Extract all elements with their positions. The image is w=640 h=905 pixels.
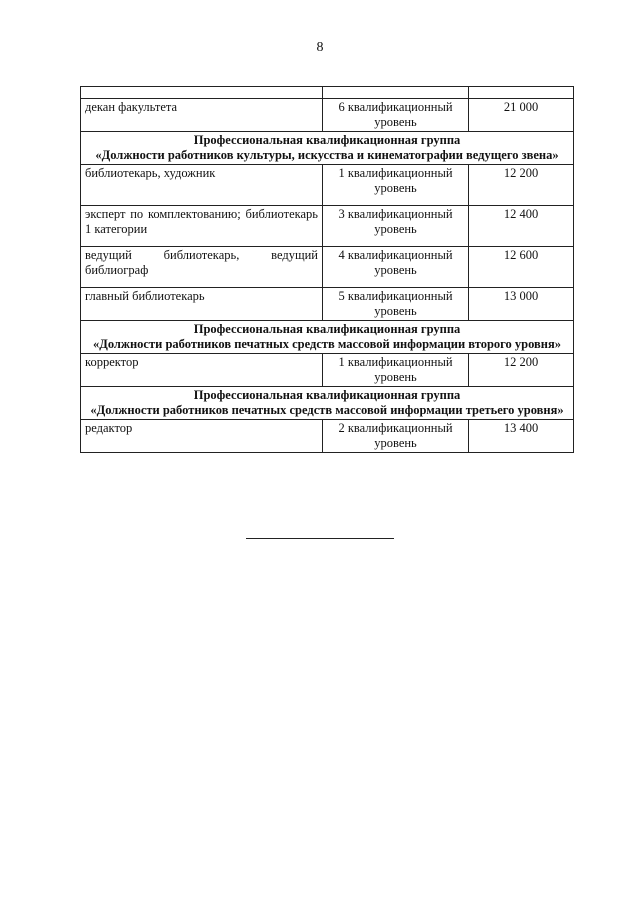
qualification-level-cell: 4 квалификационный уровень — [323, 247, 469, 288]
salary-cell: 12 400 — [469, 206, 574, 247]
group-header-row — [81, 387, 574, 420]
group-title: Профессиональная квалификационная группа — [193, 388, 461, 402]
table-row — [81, 99, 574, 132]
closing-rule — [246, 538, 394, 539]
salary-cell: 13 000 — [469, 288, 574, 321]
salary-cell: 13 400 — [469, 420, 574, 453]
group-header-cell — [81, 132, 574, 165]
group-name: «Должности работников печатных средств массовой информации третьего уровня» — [90, 403, 564, 417]
qualification-level-cell: 2 квалификационный уровень — [323, 420, 469, 453]
table-cell — [81, 87, 323, 99]
position-cell: эксперт по комплектованию; библиотекарь 1 категории — [81, 206, 323, 247]
qualification-level-cell: 5 квалификационный уровень — [323, 288, 469, 321]
salary-cell: 12 200 — [469, 354, 574, 387]
qualification-level-cell: 3 квалификационный уровень — [323, 206, 469, 247]
page-number: 8 — [316, 40, 324, 55]
group-header-row — [81, 321, 574, 354]
group-name: «Должности работников печатных средств массовой информации второго уровня» — [92, 337, 562, 351]
qualification-level-cell: 1 квалификационный уровень — [323, 354, 469, 387]
group-name: «Должности работников культуры, искусства и кинематографии ведущего звена» — [95, 148, 559, 162]
position-cell: главный библиотекарь — [81, 288, 323, 321]
qualification-level-cell: 1 квалификационный уровень — [323, 165, 469, 206]
salary-cell: 12 600 — [469, 247, 574, 288]
position-cell: декан факультета — [81, 99, 323, 132]
table-row — [81, 420, 574, 453]
table-cell — [469, 87, 574, 99]
salary-cell: 12 200 — [469, 165, 574, 206]
salary-cell: 21 000 — [469, 99, 574, 132]
table-row — [81, 165, 574, 206]
position-cell: ведущий библиотекарь, ведущий библиограф — [81, 247, 323, 288]
salary-table — [80, 86, 574, 453]
table-cell — [323, 87, 469, 99]
table-row — [81, 206, 574, 247]
group-header-cell — [81, 321, 574, 354]
qualification-level-cell: 6 квалификационный уровень — [323, 99, 469, 132]
position-cell: редактор — [81, 420, 323, 453]
position-cell: библиотекарь, художник — [81, 165, 323, 206]
position-cell: корректор — [81, 354, 323, 387]
table-row — [81, 354, 574, 387]
table-row — [81, 247, 574, 288]
table-row-empty-header — [81, 87, 574, 99]
table-row — [81, 288, 574, 321]
group-header-cell — [81, 387, 574, 420]
group-title: Профессиональная квалификационная группа — [193, 133, 461, 147]
group-header-row — [81, 132, 574, 165]
group-title: Профессиональная квалификационная группа — [193, 322, 461, 336]
